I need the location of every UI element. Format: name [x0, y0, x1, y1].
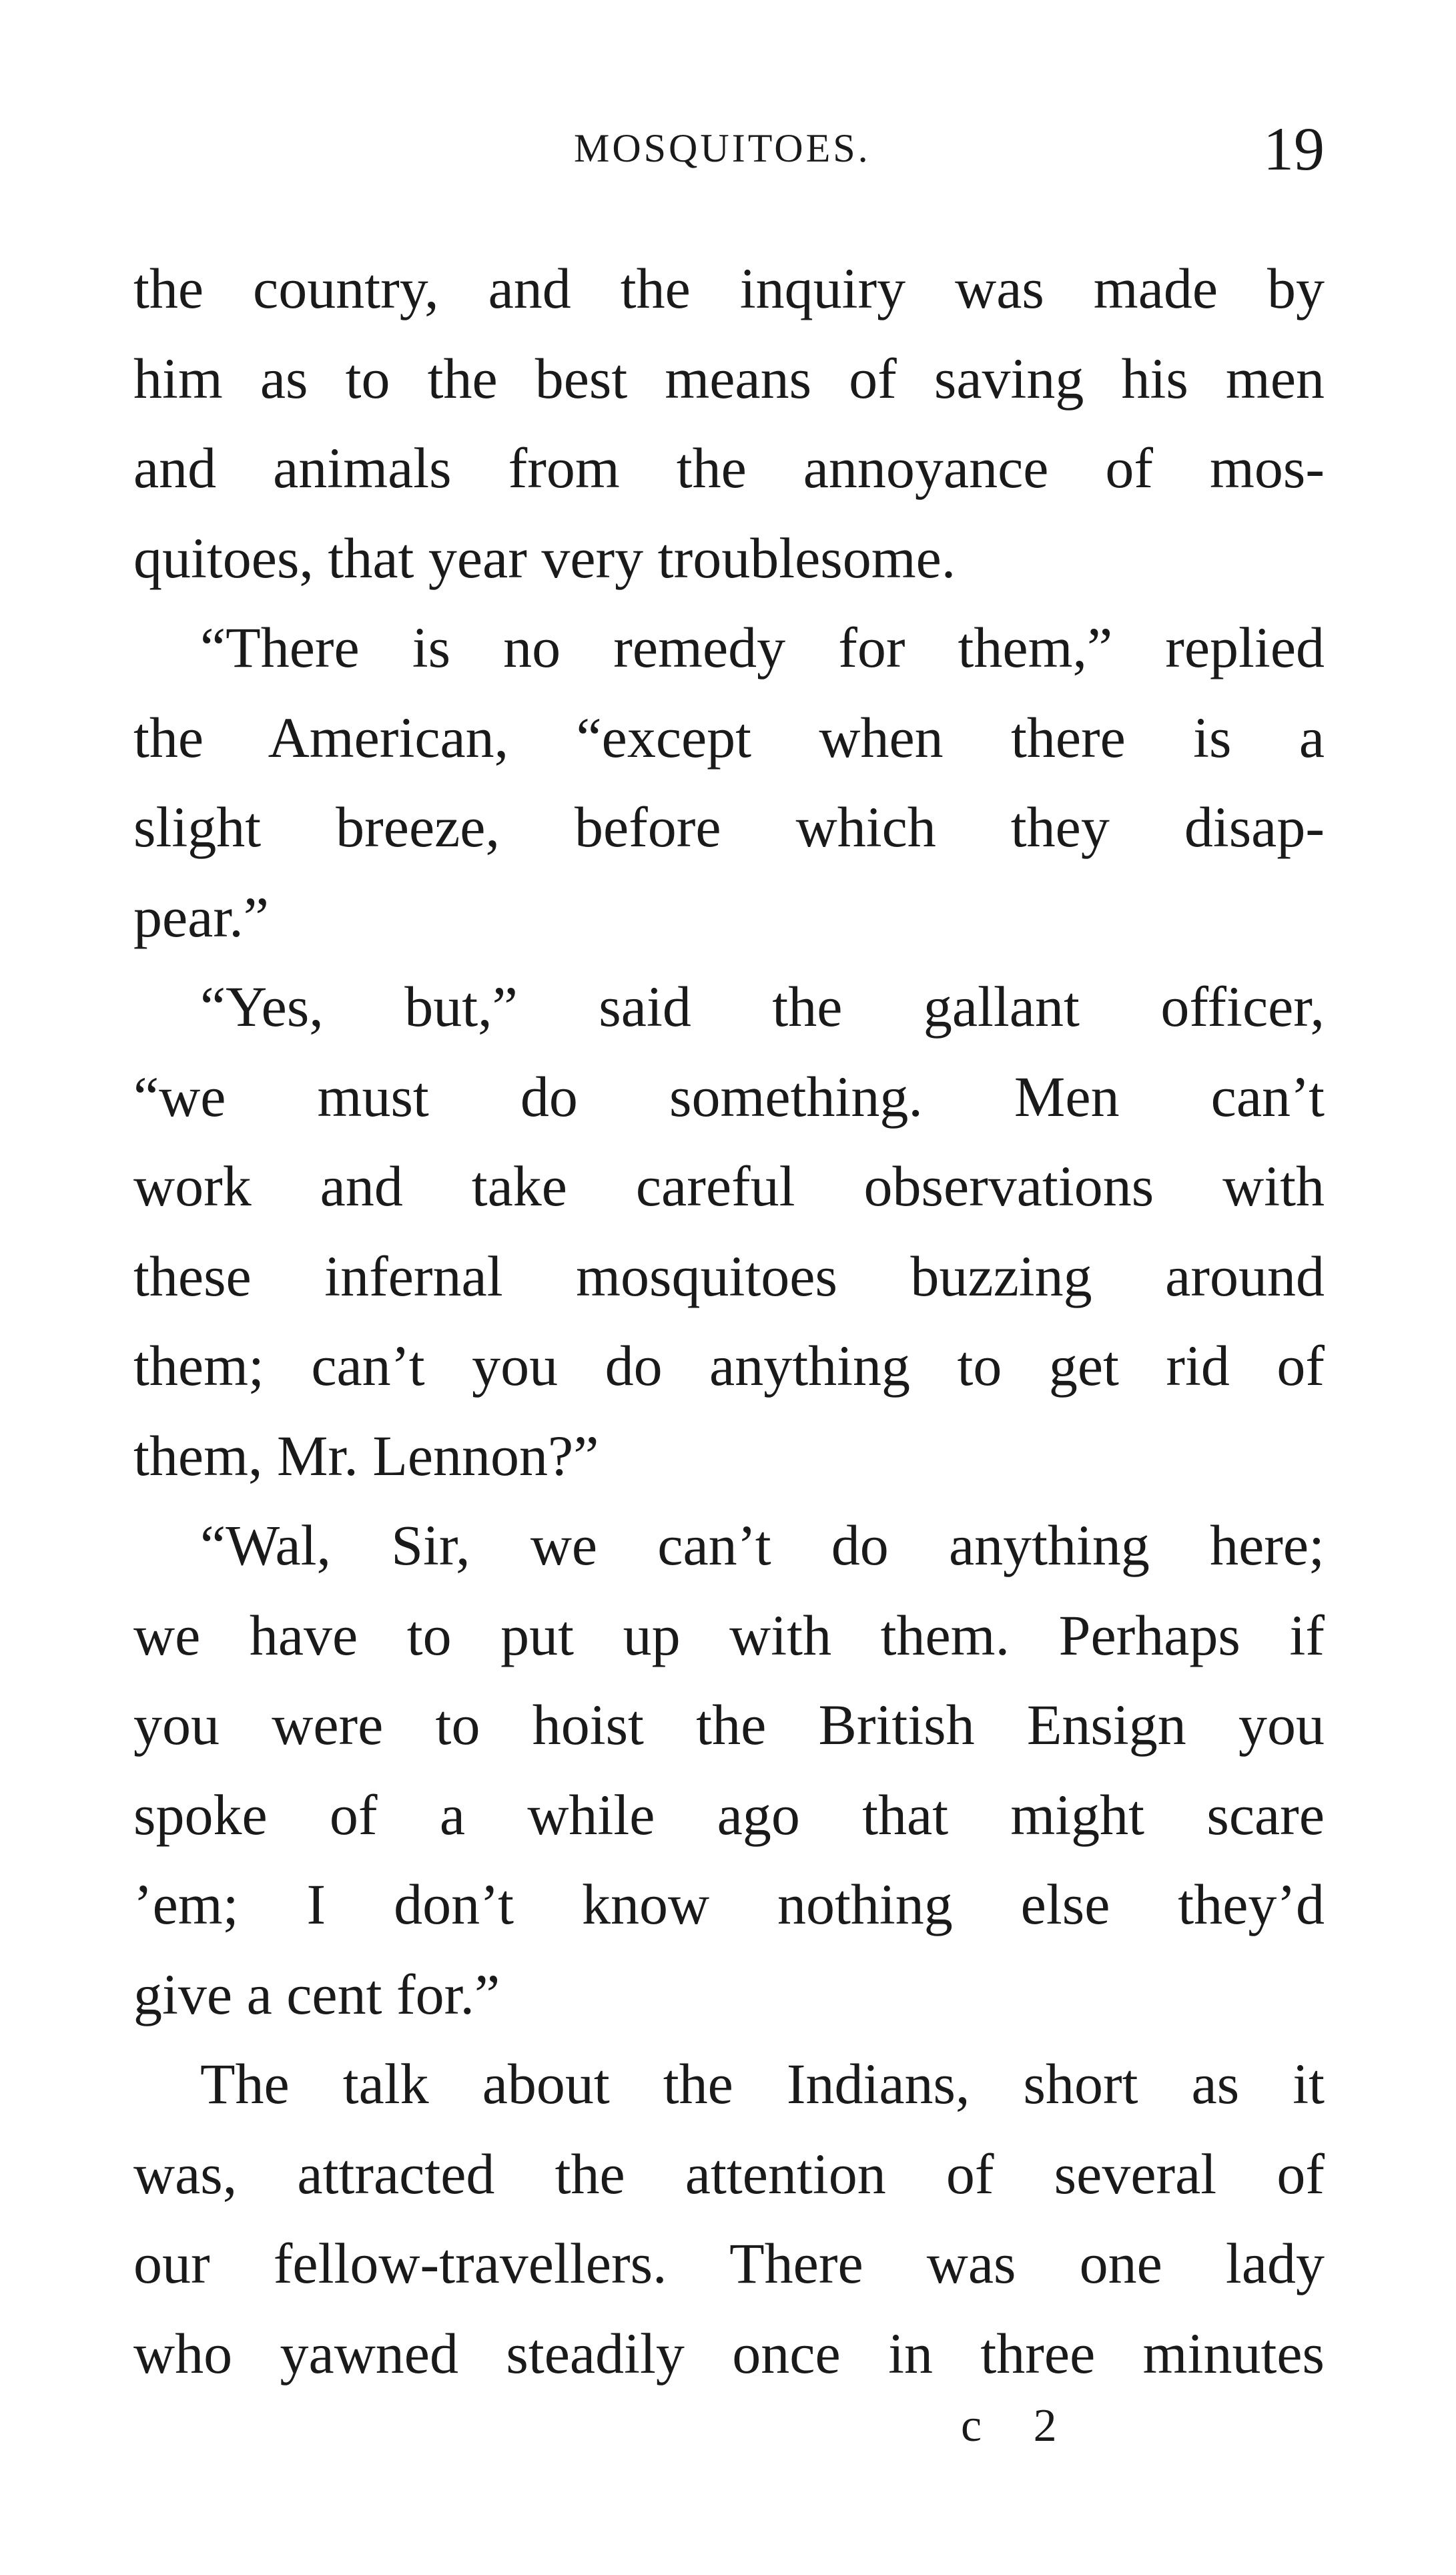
page-header: [133, 113, 1325, 187]
text-line: slight breeze, before which they disap-: [133, 795, 1325, 859]
text-line: and animals from the annoyance of mos-: [133, 436, 1325, 500]
text-line: the American, “except when there is a: [133, 705, 1325, 770]
text-line: them, Mr. Lennon?”: [133, 1423, 599, 1488]
text-line: “Wal, Sir, we can’t do anything here;: [200, 1513, 1325, 1577]
text-line: The talk about the Indians, short as it: [200, 2052, 1325, 2116]
text-line: “we must do something. Men can’t: [133, 1064, 1325, 1129]
text-line: them; can’t you do anything to get rid of: [133, 1334, 1325, 1398]
text-line: you were to hoist the British Ensign you: [133, 1693, 1325, 1757]
text-line: who yawned steadily once in three minutes: [133, 2321, 1325, 2385]
text-line: “There is no remedy for them,” replied: [200, 615, 1325, 679]
text-line: pear.”: [133, 884, 269, 949]
text-line: was, attracted the attention of several of: [133, 2141, 1325, 2206]
text-line: him as to the best means of saving his men: [133, 346, 1325, 410]
text-line: our fellow-travellers. There was one lady: [133, 2231, 1325, 2295]
text-line: ’em; I don’t know nothing else they’d: [133, 1872, 1325, 1936]
text-line: the country, and the inquiry was made by: [133, 256, 1325, 320]
text-line: quitoes, that year very troublesome.: [133, 525, 956, 590]
text-line: we have to put up with them. Perhaps if: [133, 1603, 1325, 1667]
body-text: [133, 244, 1325, 2398]
text-line: these infernal mosquitoes buzzing around: [133, 1243, 1325, 1308]
text-line: “Yes, but,” said the gallant officer,: [200, 974, 1325, 1039]
signature-mark: c 2: [961, 2400, 1077, 2452]
text-line: work and take careful observations with: [133, 1154, 1325, 1218]
page-number: 19: [1263, 115, 1325, 183]
text-line: give a cent for.”: [133, 1962, 500, 2026]
text-line: spoke of a while ago that might scare: [133, 1782, 1325, 1847]
running-head: MOSQUITOES.: [574, 126, 871, 170]
